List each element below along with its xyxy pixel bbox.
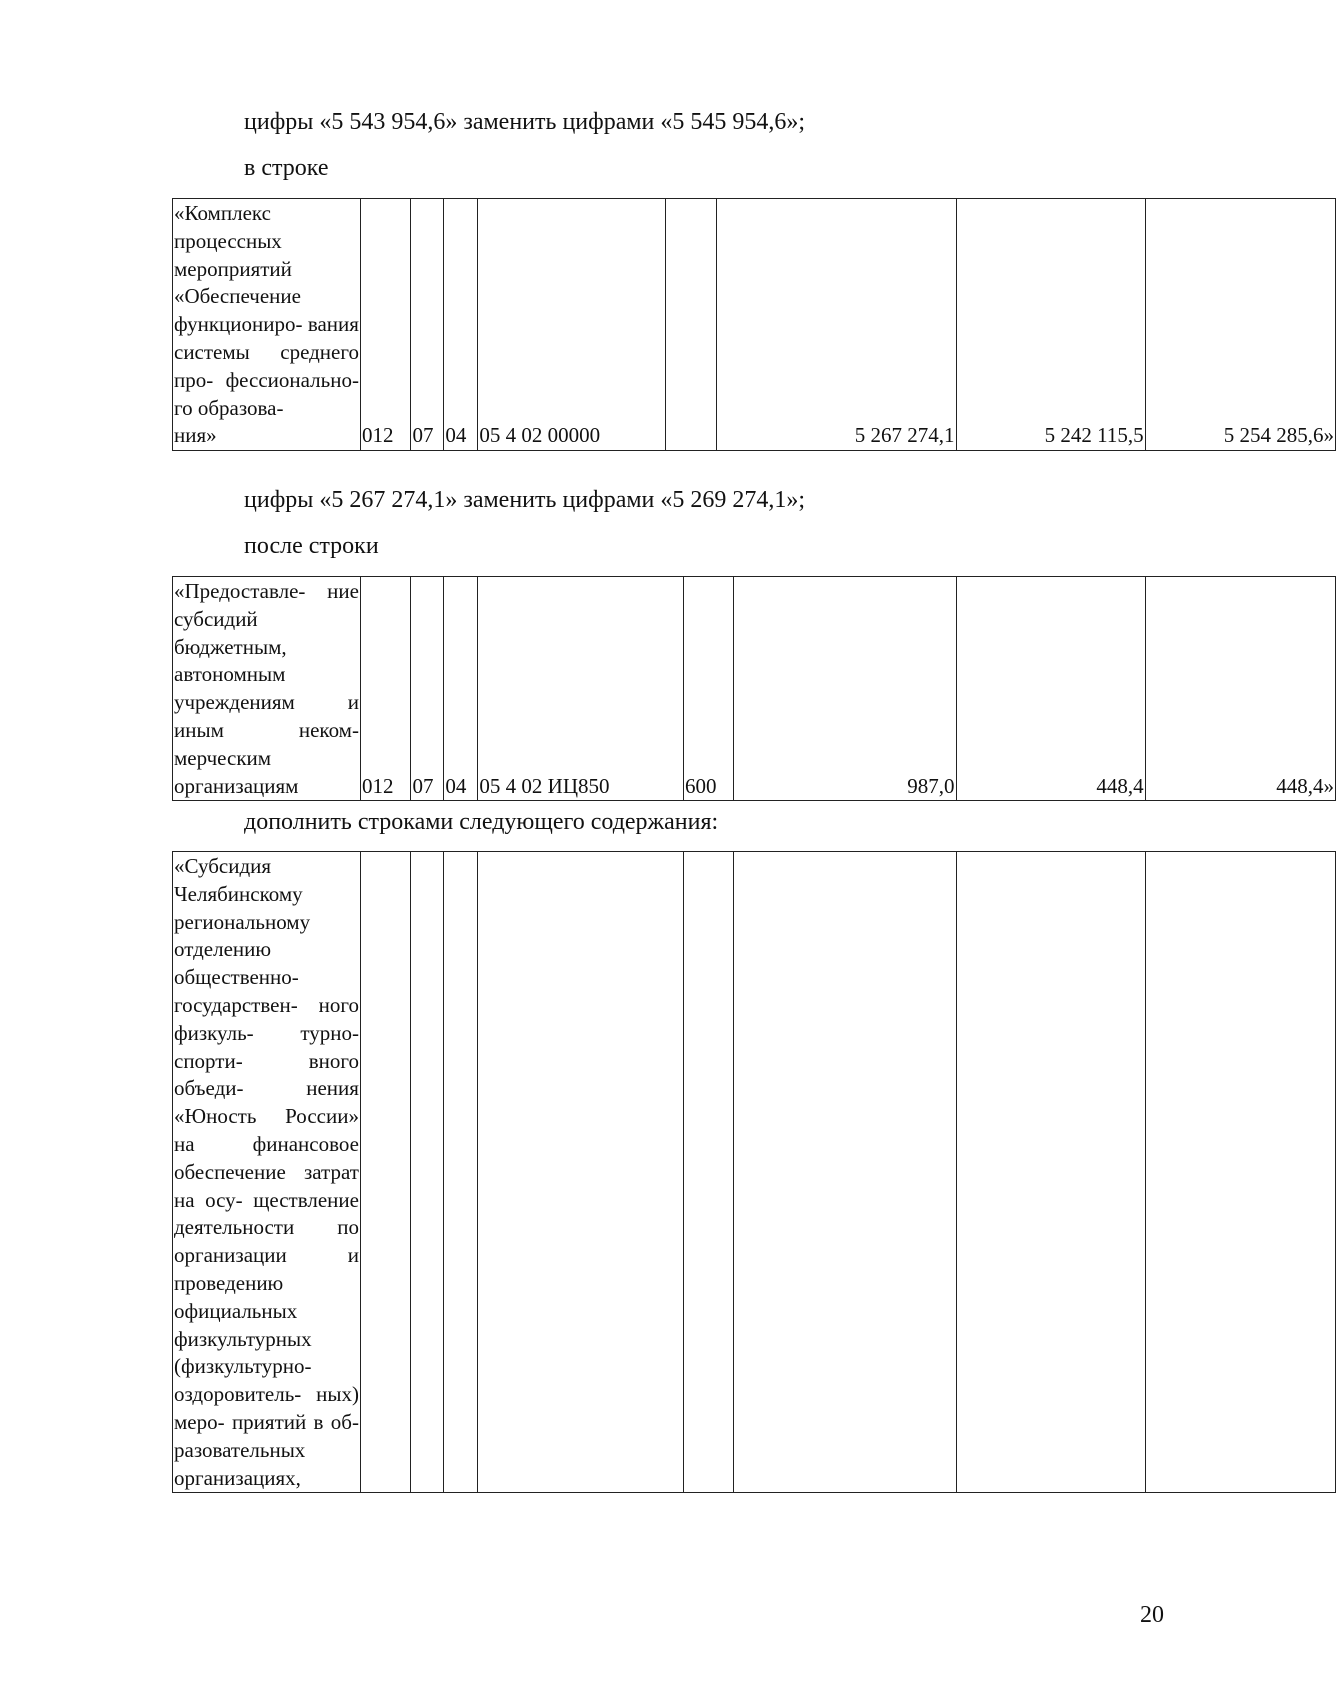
amendment-text-1: цифры «5 543 954,6» заменить цифрами «5 545 954,6»; [244,109,806,135]
name-line: региональному [174,909,311,934]
name-line: процессных [174,228,282,253]
name-line: обеспечение [174,1159,286,1184]
name-line: турно-спорти- [174,1020,359,1073]
amount-year2-cell: 448,4 [956,577,1145,801]
amount-year1-cell: 5 267 274,1 [716,199,956,451]
name-line: затрат на осу- [174,1159,359,1212]
amount-year1-cell [734,852,956,1493]
name-line: мероприятий [174,256,292,281]
amount-year2-cell: 5 242 115,5 [956,199,1145,451]
name-line: и проведению [174,1243,359,1295]
name-line: иным неком- [174,717,359,742]
name-line: физкультурных [174,1326,312,1351]
name-line: разовательных [174,1437,306,1462]
name-line: Челябинскому [174,881,303,906]
amount-year3-cell [1145,852,1335,1493]
row-name-cell [173,852,361,1493]
name-line: организациях, [174,1465,301,1490]
amount-year2-cell [956,852,1145,1493]
name-line: ного физкуль- [174,992,359,1045]
name-line: отделению [174,937,272,962]
amount-year3-cell: 5 254 285,6» [1145,199,1335,451]
name-line: го образова- [174,395,284,420]
name-line: вного объеди- [174,1048,359,1101]
subsection-code-cell: 04 [444,577,478,801]
subsection-code-cell: 04 [444,199,478,451]
ministry-code-cell: 012 [360,577,411,801]
name-line: (физкультурно- [174,1354,312,1379]
budget-table-2 [172,576,1336,801]
name-line: России» на [174,1104,359,1156]
name-line: оздоровитель- [174,1382,302,1407]
table-row [173,577,1336,801]
target-article-cell: 05 4 02 00000 [478,199,666,451]
name-line: приятий в об- [231,1409,359,1434]
target-article-cell: 05 4 02 ИЦ850 [478,577,684,801]
name-line: «Обеспечение [174,284,301,309]
table-row [173,852,1336,1493]
page-number: 20 [1140,1602,1164,1628]
row-name-cell [173,577,361,801]
name-line: функциониро- [174,312,303,337]
name-line: «Субсидия [174,854,272,878]
section-code-cell: 07 [411,577,444,801]
name-line: вания системы [174,312,359,364]
name-line: официальных [174,1298,298,1323]
ministry-code-cell [360,852,411,1493]
name-line: ние субсидий [174,579,359,631]
name-line: нения «Юность [174,1076,359,1129]
name-line: ществление [253,1187,359,1212]
name-line: среднего про- [174,339,359,392]
budget-table-3 [172,851,1336,1493]
name-line: «Комплекс [174,201,271,225]
name-line: по организации [174,1215,359,1268]
expense-type-cell [666,199,717,451]
name-line: ния» [174,423,217,448]
name-line: общественно- [174,965,299,990]
name-line: ных) меро- [174,1382,359,1434]
name-line: государствен- [174,992,298,1017]
amount-year1-cell: 987,0 [734,577,956,801]
name-line: бюджетным, [174,634,287,659]
amount-year3-cell: 448,4» [1145,577,1335,801]
amendment-text-4: после строки [244,533,379,559]
name-line: «Предоставле- [174,579,306,603]
expense-type-cell: 600 [683,577,734,801]
section-code-cell: 07 [411,199,444,451]
amendment-text-2: в строке [244,155,329,181]
ministry-code-cell: 012 [360,199,411,451]
amendment-text-3: цифры «5 267 274,1» заменить цифрами «5 269 274,1»; [244,487,806,513]
name-line: организациям [174,773,299,798]
table-row [173,199,1336,451]
amendment-text-5: дополнить строками следующего содержания: [244,809,719,835]
target-article-cell [478,852,684,1493]
name-line: автономным [174,662,286,687]
section-code-cell [411,852,444,1493]
row-name-cell [173,199,361,451]
name-line: финансовое [252,1131,359,1156]
budget-table-1 [172,198,1336,451]
name-line: фессионально- [225,367,359,392]
subsection-code-cell [444,852,478,1493]
name-line: учреждениям и [174,690,359,715]
name-line: деятельности [174,1215,295,1240]
name-line: мерческим [174,745,272,770]
expense-type-cell [683,852,734,1493]
